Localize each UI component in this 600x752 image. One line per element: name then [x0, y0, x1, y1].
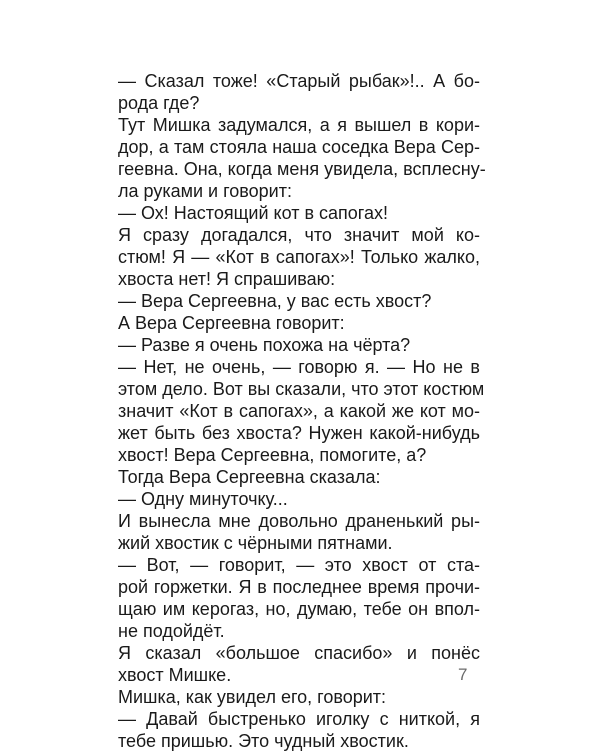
text-line: Я сразу догадался, что значит мой ко-	[118, 225, 480, 245]
text-line: рой горжетки. Я в последнее время прочи-	[118, 577, 480, 597]
text-line: — Разве я очень похожа на чёрта?	[118, 335, 411, 355]
page-number: 7	[458, 665, 468, 684]
text-line: геевна. Она, когда меня увидела, всплесну-	[118, 159, 486, 179]
text-line: жет быть без хвоста? Нужен какой-нибудь	[118, 423, 480, 443]
text-line: жий хвостик с чёрными пятнами.	[118, 533, 393, 553]
body-text	[118, 70, 486, 752]
text-line: хвост Мишке.	[118, 665, 232, 685]
text-line: А Вера Сергеевна говорит:	[118, 313, 345, 333]
text-line: дор, а там стояла наша соседка Вера Сер-	[118, 137, 480, 157]
text-line: — Вот, — говорит, — это хвост от ста-	[118, 555, 480, 575]
text-line: — Нет, не очень, — говорю я. — Но не в	[118, 357, 480, 377]
text-line: Я сказал «большое спасибо» и понёс	[118, 643, 480, 663]
text-line: хвоста нет! Я спрашиваю:	[118, 269, 336, 289]
text-line: — Одну минуточку...	[118, 489, 288, 509]
text-line: — Сказал тоже! «Старый рыбак»!.. А бо-	[118, 71, 480, 91]
text-line: — Ох! Настоящий кот в сапогах!	[118, 203, 388, 223]
text-line: Мишка, как увидел его, говорит:	[118, 687, 387, 707]
text-line: не подойдёт.	[118, 621, 225, 641]
text-line: щаю им керогаз, но, думаю, тебе он впол-	[118, 599, 480, 619]
text-line: стюм! Я — «Кот в сапогах»! Только жалко,	[118, 247, 480, 267]
text-line: ла руками и говорит:	[118, 181, 292, 201]
text-line: — Вера Сергеевна, у вас есть хвост?	[118, 291, 432, 311]
text-line: значит «Кот в сапогах», а какой же кот мо-	[118, 401, 480, 421]
text-line: тебе пришью. Это чудный хвостик.	[118, 731, 409, 751]
text-line: — Давай быстренько иголку с ниткой, я	[118, 709, 480, 729]
text-line: хвост! Вера Сергеевна, помогите, а?	[118, 445, 427, 465]
text-line: Тогда Вера Сергеевна сказала:	[118, 467, 381, 487]
text-line: Тут Мишка задумался, а я вышел в кори-	[118, 115, 480, 135]
text-line: И вынесла мне довольно драненький ры-	[118, 511, 480, 531]
text-line: этом дело. Вот вы сказали, что этот костюм	[118, 379, 485, 399]
text-line: рода где?	[118, 93, 200, 113]
